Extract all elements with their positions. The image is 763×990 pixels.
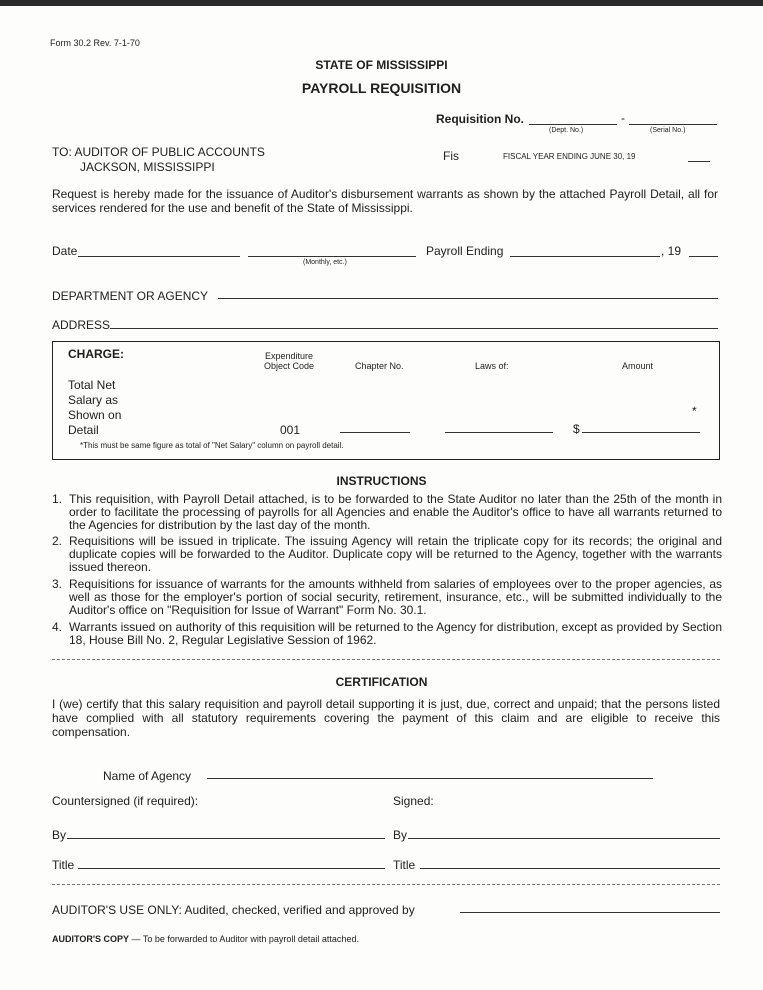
- state-heading: STATE OF MISSISSIPPI: [315, 58, 448, 72]
- instruction-number: 4.: [52, 620, 63, 634]
- department-label: DEPARTMENT OR AGENCY: [52, 289, 209, 303]
- form-number: Form 30.2 Rev. 7-1-70: [50, 38, 140, 48]
- auditor-copy-title: AUDITOR'S COPY: [52, 934, 129, 944]
- addressee-line-1: TO: AUDITOR OF PUBLIC ACCOUNTS: [52, 145, 265, 159]
- charge-label: CHARGE:: [68, 347, 124, 361]
- fiscal-year-line[interactable]: [688, 161, 710, 162]
- section-divider: [52, 884, 720, 885]
- dollar-sign: $: [573, 422, 580, 436]
- certification-paragraph: I (we) certify that this salary requisition and payroll detail supporting it is just, due, correct and unpaid; that the persons listed have complied with all statutory requirements covering the payment of this claim and are eligible to receive this compensation.: [52, 697, 720, 739]
- charge-row-label-2: Salary as: [68, 393, 119, 407]
- expenditure-header-2: Object Code: [263, 361, 315, 371]
- title-label-left: Title: [52, 858, 75, 872]
- charge-footnote: *This must be same figure as total of "Net Salary" column on payroll detail.: [80, 441, 344, 450]
- serial-no-field[interactable]: [629, 111, 717, 124]
- amount-line[interactable]: [582, 432, 700, 433]
- laws-line[interactable]: [445, 432, 553, 433]
- charge-row-label-1: Total Net: [68, 378, 116, 392]
- chapter-header: Chapter No.: [355, 361, 404, 371]
- instruction-text: Requisitions will be issued in triplicate. The issuing Agency will retain the triplicate copy for its records; the original and duplicate copies will be forwarded to the Auditor. Duplicate copy will be returned to the Agency, together with the warrants issued thereon.: [69, 534, 722, 574]
- date-line[interactable]: [78, 256, 240, 257]
- instruction-item: [52, 578, 722, 618]
- countersigned-label: Countersigned (if required):: [52, 794, 199, 808]
- fiscal-year-label: FISCAL YEAR ENDING JUNE 30, 19: [503, 152, 636, 161]
- instruction-number: 3.: [52, 577, 63, 591]
- scan-edge: [0, 0, 763, 6]
- auditor-copy-note: [52, 934, 359, 944]
- charge-row-label-4: Detail: [68, 423, 99, 437]
- instruction-text: Warrants issued on authority of this requisition will be returned to the Agency for distribution, except as provided by Section 18, House Bill No. 2, Regular Legislative Session of 1962.: [69, 620, 722, 647]
- request-paragraph: Request is hereby made for the issuance of Auditor's disbursement warrants as shown by the attached Payroll Detail, all for services rendered for the use and benefit of the State of Mississippi.: [52, 187, 718, 215]
- instructions-heading: INSTRUCTIONS: [336, 474, 427, 488]
- title-line-left[interactable]: [78, 868, 385, 869]
- instruction-text: This requisition, with Payroll Detail attached, is to be forwarded to the State Auditor no later than the 25th of the month in order to facilitate the processing of payrolls for all Agencies and enable the Auditor's office to have all warrants returned to the Agencies for distribution by the last day of the month.: [69, 492, 722, 532]
- by-label-left: By: [52, 828, 67, 842]
- addressee-line-2: JACKSON, MISSISSIPPI: [80, 160, 215, 174]
- title-line-right[interactable]: [420, 868, 720, 869]
- object-code-value: 001: [280, 423, 301, 437]
- certification-heading: CERTIFICATION: [335, 675, 428, 689]
- by-line-right[interactable]: [408, 838, 720, 839]
- serial-no-line: [629, 124, 717, 125]
- department-line[interactable]: [218, 298, 718, 299]
- instruction-item: [52, 493, 722, 533]
- expenditure-header-1: Expenditure: [264, 351, 314, 361]
- payroll-year-label: , 19: [661, 244, 682, 258]
- title-label-right: Title: [393, 858, 416, 872]
- by-line-left[interactable]: [67, 838, 385, 839]
- instruction-text: Requisitions for issuance of warrants for the amounts withheld from salaries of employees over to the proper agencies, as well as those for the employer's portion of social security, retirement, insurance, etc., will be submitted individually to the Auditor's office on "Requisition for Issue of Warrant" Form No. 30.1.: [69, 577, 722, 617]
- instruction-item: [52, 621, 722, 649]
- address-label: ADDRESS: [52, 318, 111, 332]
- requisition-label: Requisition No.: [436, 112, 524, 126]
- payroll-ending-line[interactable]: [510, 256, 660, 257]
- instruction-number: 2.: [52, 534, 63, 548]
- instruction-number: 1.: [52, 492, 63, 506]
- date-label: Date: [52, 244, 78, 258]
- payroll-year-line[interactable]: [689, 256, 718, 257]
- by-label-right: By: [393, 828, 408, 842]
- laws-header: Laws of:: [475, 361, 509, 371]
- address-line[interactable]: [110, 328, 718, 329]
- charge-row-label-3: Shown on: [68, 408, 122, 422]
- auditor-copy-text: — To be forwarded to Auditor with payroll detail attached.: [128, 934, 359, 944]
- signed-label: Signed:: [393, 794, 434, 808]
- amount-asterisk: *: [692, 404, 697, 418]
- dept-no-field[interactable]: [529, 111, 617, 124]
- requisition-dash: -: [621, 111, 625, 125]
- page-title: PAYROLL REQUISITION: [301, 80, 462, 96]
- payroll-ending-label: Payroll Ending: [426, 244, 504, 258]
- chapter-line[interactable]: [340, 432, 410, 433]
- period-line[interactable]: [248, 256, 416, 257]
- amount-header: Amount: [622, 361, 654, 371]
- agency-name-label: Name of Agency: [103, 769, 192, 783]
- fis-note: Fis: [443, 149, 459, 163]
- agency-name-line[interactable]: [207, 778, 653, 779]
- auditor-approval-line[interactable]: [460, 912, 720, 913]
- dept-no-caption: (Dept. No.): [549, 127, 584, 134]
- section-divider: [52, 659, 720, 660]
- instruction-item: [52, 535, 722, 575]
- serial-no-caption: (Serial No.): [650, 127, 686, 134]
- auditor-use-only-label: AUDITOR'S USE ONLY: Audited, checked, verified and approved by: [52, 903, 415, 917]
- period-caption: (Monthly, etc.): [303, 259, 347, 266]
- dept-no-line: [529, 124, 617, 125]
